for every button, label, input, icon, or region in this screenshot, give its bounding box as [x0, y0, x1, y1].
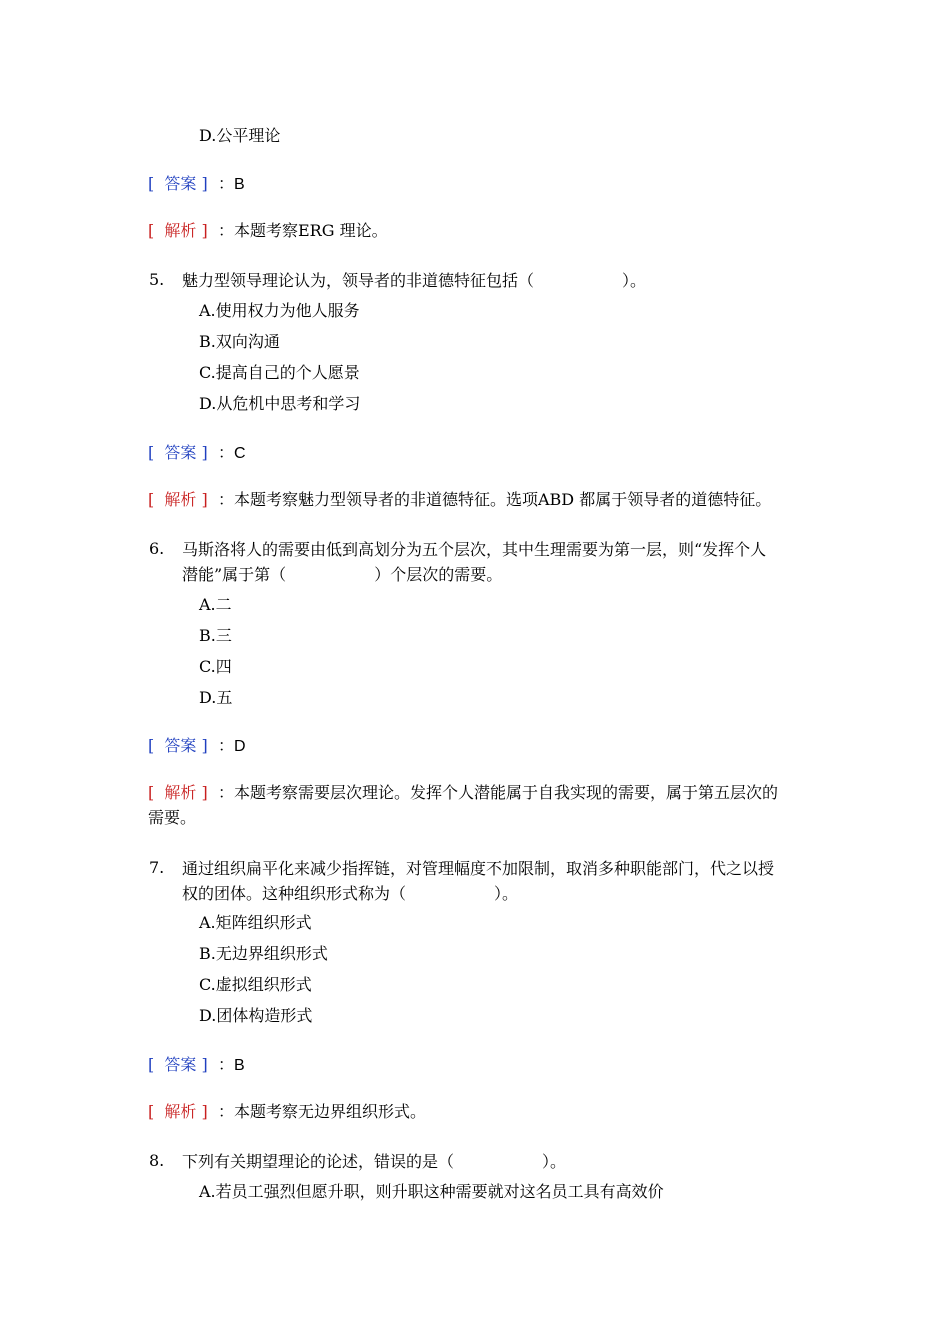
analysis-text: 本题考察ERG 理论。	[233, 221, 388, 240]
question-number: 7.	[149, 858, 165, 877]
answer-line: [ 答案 ] ：D	[148, 736, 246, 755]
option: B.三	[199, 626, 232, 645]
answer-line: [ 答案 ] ：C	[148, 443, 246, 462]
option: D.团体构造形式	[199, 1006, 313, 1025]
option-d-prev: D.公平理论	[199, 126, 281, 145]
option: D.五	[199, 688, 233, 707]
analysis-text-cont: 需要。	[148, 808, 197, 827]
option: C.虚拟组织形式	[199, 975, 312, 994]
answer-value: B	[233, 176, 245, 193]
question-number: 6.	[149, 539, 165, 558]
question-text: 魅力型领导理论认为，领导者的非道德特征包括（ ）。	[182, 271, 647, 290]
answer-line: [ 答案 ] ：B	[148, 1055, 245, 1074]
answer-label: [ 答案 ]	[148, 443, 208, 462]
answer-label: [ 答案 ]	[148, 1055, 208, 1074]
answer-value: B	[233, 1057, 245, 1074]
option: A.矩阵组织形式	[199, 913, 312, 932]
option: C.提高自己的个人愿景	[199, 363, 360, 382]
option: C.四	[199, 657, 232, 676]
option: A.使用权力为他人服务	[199, 301, 360, 320]
answer-label: [ 答案 ]	[148, 174, 208, 193]
analysis-label: [ 解析 ]	[148, 1102, 208, 1121]
question-number: 5.	[149, 270, 165, 289]
option: D.从危机中思考和学习	[199, 394, 361, 413]
option: A.二	[199, 595, 232, 614]
question-text: 马斯洛将人的需要由低到高划分为五个层次，其中生理需要为第一层，则“发挥个人 潜能”属于第（ ）个层次的需要。	[182, 540, 767, 584]
analysis-text: 本题考察魅力型领导者的非道德特征。选项ABD 都属于领导者的道德特征。	[233, 490, 772, 509]
answer-label: [ 答案 ]	[148, 736, 208, 755]
analysis-line: [ 解析 ] ：本题考察ERG 理论。	[148, 221, 388, 240]
question-text: 通过组织扁平化来减少指挥链，对管理幅度不加限制，取消多种职能部门，代之以授 权的团体。这种组织形式称为（ ）。	[182, 859, 775, 903]
analysis-line: [ 解析 ] ：本题考察需要层次理论。发挥个人潜能属于自我实现的需要，属于第五层次的	[148, 783, 778, 802]
analysis-label: [ 解析 ]	[148, 221, 208, 240]
analysis-line: [ 解析 ] ：本题考察无边界组织形式。	[148, 1102, 426, 1121]
option: B.无边界组织形式	[199, 944, 328, 963]
answer-value: D	[233, 738, 246, 755]
question-number: 8.	[149, 1151, 165, 1170]
answer-value: C	[233, 445, 246, 462]
option: A.若员工强烈但愿升职，则升职这种需要就对这名员工具有高效价	[199, 1182, 664, 1201]
answer-line: [ 答案 ] ：B	[148, 174, 245, 193]
option: B.双向沟通	[199, 332, 280, 351]
analysis-line: [ 解析 ] ：本题考察魅力型领导者的非道德特征。选项ABD 都属于领导者的道德特征。	[148, 490, 772, 509]
analysis-label: [ 解析 ]	[148, 783, 208, 802]
analysis-label: [ 解析 ]	[148, 490, 208, 509]
analysis-text: 本题考察无边界组织形式。	[233, 1102, 426, 1121]
analysis-text: 本题考察需要层次理论。发挥个人潜能属于自我实现的需要，属于第五层次的	[233, 783, 778, 802]
question-text: 下列有关期望理论的论述，错误的是（ ）。	[182, 1152, 567, 1171]
